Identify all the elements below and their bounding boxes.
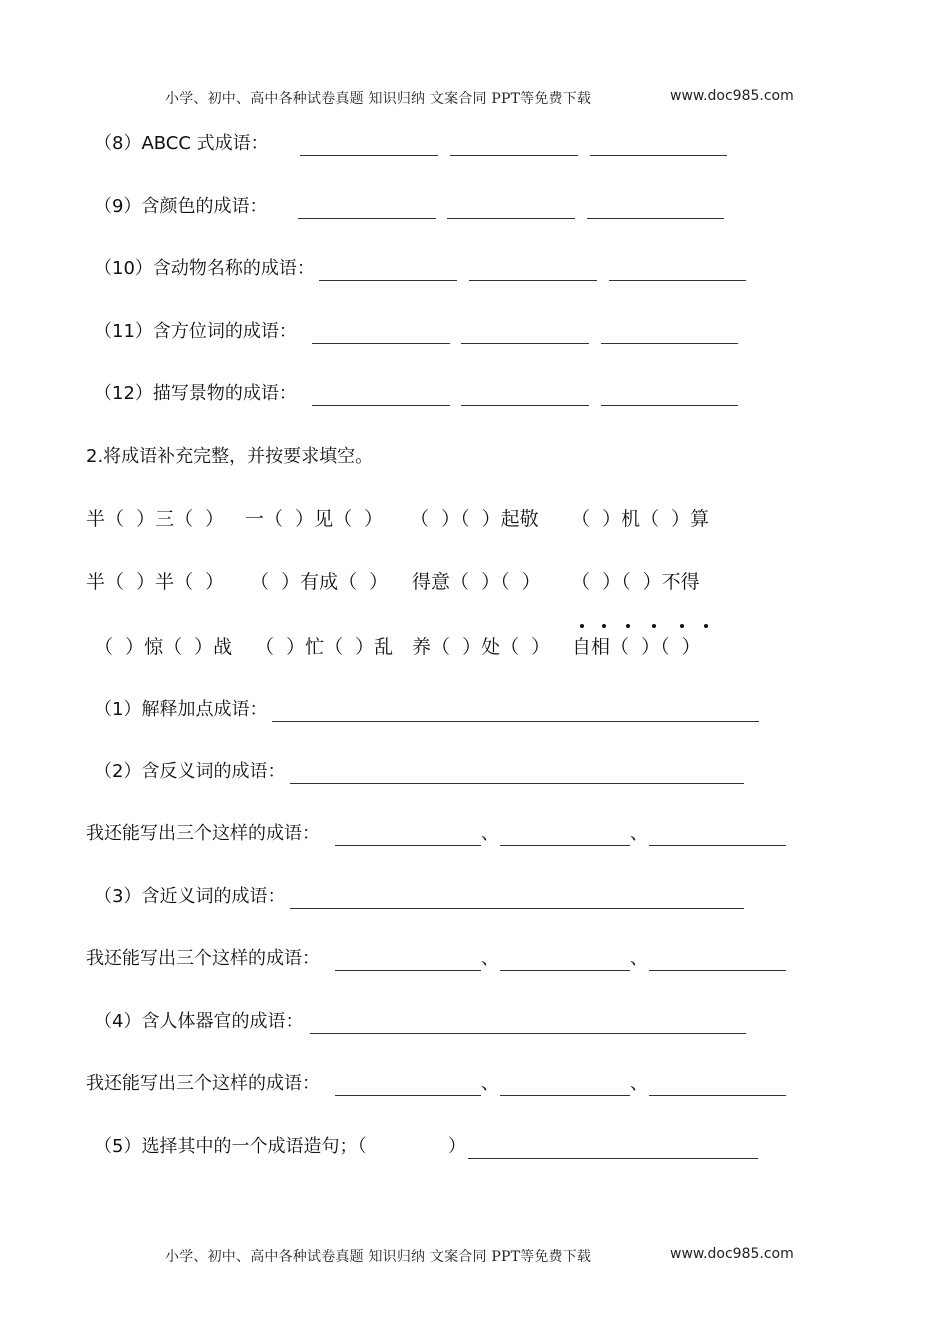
idiom-item: （ ）（ ）不得 — [571, 571, 700, 593]
sub-question-5-close: ） — [448, 1136, 466, 1157]
separator: 、 — [481, 823, 499, 844]
idiom-item: （ ）忙（ ）乱 — [255, 636, 394, 658]
answer-blank[interactable] — [335, 970, 481, 971]
emphasis-dot — [580, 624, 584, 628]
answer-blank[interactable] — [468, 1158, 758, 1159]
answer-blank[interactable] — [335, 1095, 481, 1096]
answer-blank[interactable] — [290, 783, 744, 784]
write-three-prompt: 我还能写出三个这样的成语： — [86, 948, 320, 969]
answer-blank[interactable] — [312, 343, 450, 344]
idiom-item: 得意（ ）（ ） — [412, 571, 541, 593]
idiom-item: 半（ ）半（ ） — [86, 571, 225, 593]
header-url: www.doc985.com — [670, 88, 794, 104]
answer-blank[interactable] — [649, 845, 786, 846]
answer-blank[interactable] — [469, 280, 597, 281]
sub-question-5: （5）选择其中的一个成语造句；（ — [94, 1136, 367, 1157]
answer-blank[interactable] — [461, 343, 589, 344]
idiom-item: （ ）（ ）起敬 — [410, 508, 539, 530]
answer-blank[interactable] — [649, 1095, 786, 1096]
idiom-item: （ ）机（ ）算 — [571, 508, 710, 530]
answer-blank[interactable] — [298, 218, 436, 219]
sub-question-2: （2）含反义词的成语： — [94, 761, 286, 782]
separator: 、 — [630, 948, 648, 969]
sub-question-4: （4）含人体器官的成语： — [94, 1011, 304, 1032]
answer-blank[interactable] — [587, 218, 724, 219]
idiom-item: 半（ ）三（ ） — [86, 508, 225, 530]
idiom-item: （ ）有成（ ） — [250, 571, 389, 593]
sub-question-1: （1）解释加点成语： — [94, 699, 268, 720]
answer-blank[interactable] — [601, 405, 738, 406]
section-2-title: 2.将成语补充完整，并按要求填空。 — [86, 446, 374, 467]
write-three-prompt: 我还能写出三个这样的成语： — [86, 1073, 320, 1094]
answer-blank[interactable] — [450, 155, 578, 156]
emphasis-dot — [652, 624, 656, 628]
emphasis-dot — [602, 624, 606, 628]
answer-blank[interactable] — [272, 721, 759, 722]
emphasis-dot — [704, 624, 708, 628]
write-three-prompt: 我还能写出三个这样的成语： — [86, 823, 320, 844]
answer-blank[interactable] — [500, 845, 630, 846]
separator: 、 — [630, 1073, 648, 1094]
idiom-item: 养（ ）处（ ） — [412, 636, 551, 658]
answer-blank[interactable] — [335, 845, 481, 846]
header-text: 小学、初中、高中各种试卷真题 知识归纳 文案合同 PPT等免费下载 — [165, 91, 592, 107]
answer-blank[interactable] — [447, 218, 575, 219]
emphasis-dot — [626, 624, 630, 628]
footer-url: www.doc985.com — [670, 1246, 794, 1262]
answer-blank[interactable] — [319, 280, 457, 281]
answer-blank[interactable] — [310, 1033, 746, 1034]
separator: 、 — [630, 823, 648, 844]
idiom-item: 一（ ）见（ ） — [245, 508, 384, 530]
idiom-item: （ ）惊（ ）战 — [94, 636, 233, 658]
answer-blank[interactable] — [609, 280, 746, 281]
question-10: （10）含动物名称的成语： — [94, 258, 315, 279]
answer-blank[interactable] — [649, 970, 786, 971]
answer-blank[interactable] — [500, 970, 630, 971]
sub-question-3: （3）含近义词的成语： — [94, 886, 286, 907]
question-12: （12）描写景物的成语： — [94, 383, 297, 404]
idiom-item-emphasized: 自相（ ）（ ） — [572, 636, 701, 658]
answer-blank[interactable] — [590, 155, 727, 156]
separator: 、 — [481, 948, 499, 969]
answer-blank[interactable] — [500, 1095, 630, 1096]
answer-blank[interactable] — [601, 343, 738, 344]
answer-blank[interactable] — [290, 908, 744, 909]
question-9: （9）含颜色的成语： — [94, 196, 268, 217]
question-8: （8）ABCC 式成语： — [94, 133, 269, 154]
answer-blank[interactable] — [312, 405, 450, 406]
question-11: （11）含方位词的成语： — [94, 321, 297, 342]
emphasis-dot — [680, 624, 684, 628]
footer-text: 小学、初中、高中各种试卷真题 知识归纳 文案合同 PPT等免费下载 — [165, 1249, 592, 1265]
separator: 、 — [481, 1073, 499, 1094]
answer-blank[interactable] — [461, 405, 589, 406]
answer-blank[interactable] — [300, 155, 438, 156]
